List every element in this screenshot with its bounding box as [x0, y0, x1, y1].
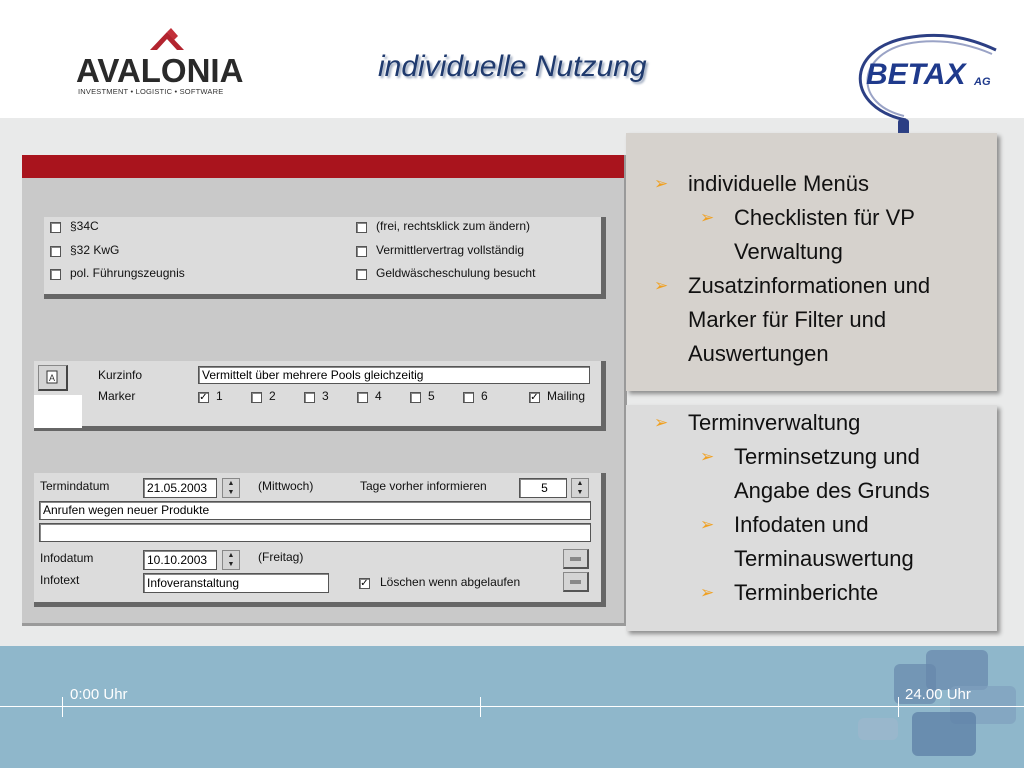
edit-doc-icon	[39, 366, 65, 388]
timeline-tick-start	[62, 697, 63, 717]
termin-panel	[34, 473, 606, 607]
checkbox-label: Vermittlervertrag vollständig	[376, 243, 525, 257]
checkbox-frei[interactable]	[356, 222, 367, 233]
termindatum-field[interactable]: 21.05.2003	[143, 478, 217, 498]
grund-field[interactable]: Anrufen wegen neuer Produkte	[39, 501, 591, 520]
termindatum-label: Termindatum	[40, 479, 110, 493]
bullet-text: Terminauswertung	[734, 546, 914, 571]
features-box-termine	[626, 405, 997, 631]
infotext-field[interactable]: Infoveranstaltung	[143, 573, 329, 593]
bullet-text: Terminberichte	[734, 580, 879, 605]
bullet-text: Auswertungen	[688, 341, 829, 366]
bullet-arrow-icon: ➢	[654, 174, 669, 193]
bullet-text: Infodaten und	[734, 512, 869, 537]
bullet-text: Terminverwaltung	[688, 410, 861, 435]
marker-checkbox-label: 4	[375, 389, 382, 403]
color-swatch[interactable]	[34, 395, 82, 428]
infotext-action-button[interactable]	[563, 572, 589, 592]
timeline-end-label: 24.00 Uhr	[905, 686, 971, 703]
termindatum-spinner[interactable]: ▲ ▼	[222, 478, 240, 498]
grund-field-2[interactable]	[39, 523, 591, 542]
marker-checkbox-5[interactable]	[410, 392, 421, 403]
infodatum-action-button[interactable]	[563, 549, 589, 569]
checkbox-geldwaesche[interactable]	[356, 269, 367, 280]
betax-logo	[846, 28, 1006, 146]
marker-checkbox-4[interactable]	[357, 392, 368, 403]
checkbox-34c[interactable]	[50, 222, 61, 233]
checkbox-label: pol. Führungszeugnis	[70, 266, 185, 280]
timeline-axis	[0, 706, 1024, 707]
infodatum-field[interactable]: 10.10.2003	[143, 550, 217, 570]
marker-checkbox-label: 6	[481, 389, 488, 403]
app-window	[22, 155, 627, 626]
bullet-text: Zusatzinformationen und	[688, 273, 931, 298]
checkbox-fuehrungszeugnis[interactable]	[50, 269, 61, 280]
kurzinfo-label: Kurzinfo	[98, 368, 143, 382]
avalonia-tagline: INVESTMENT • LOGISTIC • SOFTWARE	[78, 87, 224, 96]
loeschen-label: Löschen wenn abgelaufen	[380, 575, 521, 589]
bullet-arrow-icon: ➢	[700, 447, 715, 466]
tage-spinner[interactable]: ▲ ▼	[571, 478, 589, 498]
marker-checkbox-3[interactable]	[304, 392, 315, 403]
bullet-text: Marker für Filter und	[688, 307, 887, 332]
bullet-text: individuelle Menüs	[688, 171, 869, 196]
slide-title: individuelle Nutzung	[378, 50, 647, 83]
checkbox-32kwg[interactable]	[50, 246, 61, 257]
marker-checkbox-label: 2	[269, 389, 276, 403]
timeline-start-label: 0:00 Uhr	[70, 686, 128, 703]
marker-label: Marker	[98, 389, 136, 403]
bullet-arrow-icon: ➢	[654, 413, 669, 432]
marker-checkbox-label: 3	[322, 389, 329, 403]
infodatum-label: Infodatum	[40, 551, 94, 565]
marker-checkbox-6[interactable]	[463, 392, 474, 403]
footer-band	[0, 646, 1024, 768]
loeschen-checkbox[interactable]: ✓	[360, 578, 369, 589]
infotext-label: Infotext	[40, 573, 80, 587]
timeline-tick-end	[898, 697, 899, 717]
timeline-tick-mid	[480, 697, 481, 717]
bullet-text: Verwaltung	[734, 239, 843, 264]
betax-suffix: AG	[974, 76, 991, 88]
marker-checkbox-1[interactable]: ✓	[199, 392, 208, 403]
kurzinfo-field[interactable]: Vermittelt über mehrere Pools gleichzeitig	[198, 366, 590, 384]
marker-checkbox-label: 1	[216, 389, 223, 403]
avalonia-wordmark: AVALONIA	[76, 52, 244, 89]
bullet-arrow-icon: ➢	[654, 276, 669, 295]
bullet-text: Terminsetzung und	[734, 444, 920, 469]
avalonia-logo	[76, 28, 252, 98]
betax-wordmark: BETAX	[866, 58, 966, 91]
infodatum-day: (Freitag)	[258, 550, 304, 564]
marker-checkbox-7[interactable]: ✓	[530, 392, 539, 403]
tage-field[interactable]: 5	[519, 478, 567, 498]
marker-checkbox-label: 5	[428, 389, 435, 403]
info-panel	[34, 361, 606, 431]
edit-button[interactable]	[38, 365, 68, 391]
bullet-arrow-icon: ➢	[700, 583, 715, 602]
tage-label: Tage vorher informieren	[360, 479, 487, 493]
checkbox-label: §32 KwG	[70, 243, 120, 257]
termindatum-day: (Mittwoch)	[258, 479, 314, 493]
infodatum-spinner[interactable]: ▲ ▼	[222, 550, 240, 570]
checklist-panel	[44, 217, 606, 299]
checkbox-vermittlervertrag[interactable]	[356, 246, 367, 257]
checkbox-label: (frei, rechtsklick zum ändern)	[376, 219, 531, 233]
checkbox-label: §34C	[70, 219, 99, 233]
bullet-text: Checklisten für VP	[734, 205, 915, 230]
bullet-text: Angabe des Grunds	[734, 478, 930, 503]
marker-checkbox-label: Mailing	[547, 389, 586, 403]
marker-checkbox-2[interactable]	[251, 392, 262, 403]
checkbox-label: Geldwäscheschulung besucht	[376, 266, 536, 280]
features-box-menus	[626, 133, 997, 391]
svg-text:A: A	[49, 373, 56, 383]
bullet-arrow-icon: ➢	[700, 515, 715, 534]
app-title-bar	[22, 155, 624, 178]
bullet-arrow-icon: ➢	[700, 208, 715, 227]
